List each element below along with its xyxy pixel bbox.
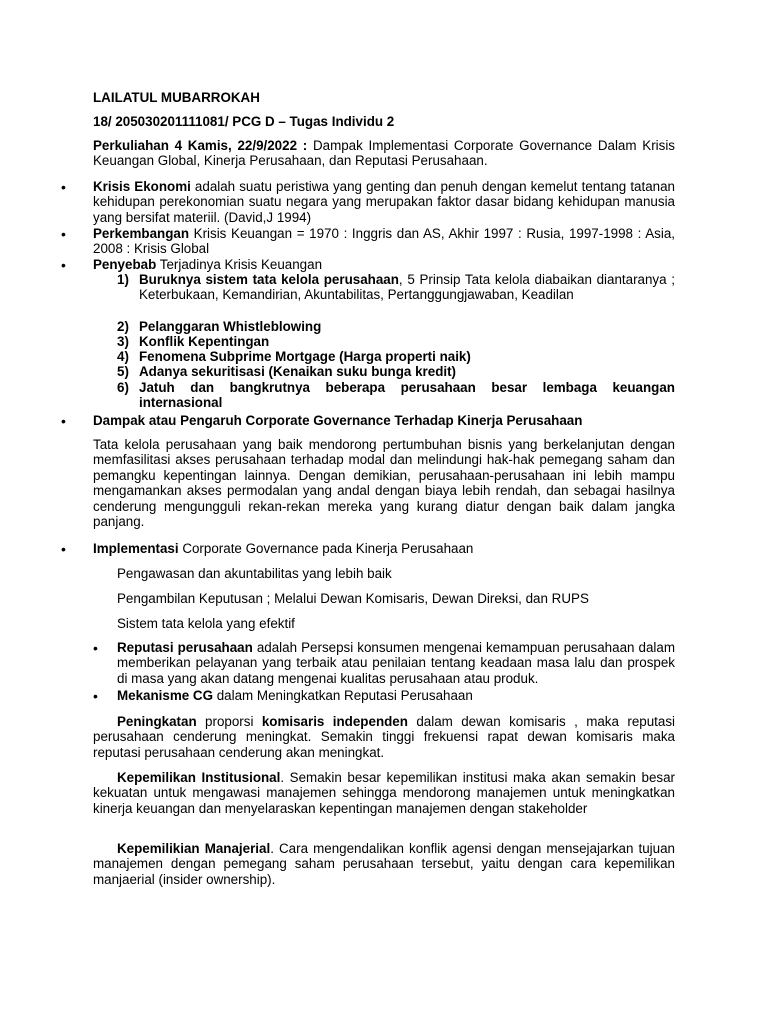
cause-item: Adanya sekuritisasi (Kenaikan suku bunga kredit) bbox=[139, 364, 457, 379]
cause-item: Buruknya sistem tata kelola perusahaan, 5 Prinsip Tata kelola diabaikan diantaranya ; Keterbukaan, Kemandirian, Akuntabilitas, Pertanggungjawaban, Keadilan bbox=[139, 272, 675, 303]
bullet: • bbox=[61, 541, 66, 557]
mekanisme-item: Mekanisme CG dalam Meningkatkan Reputasi Perusahaan bbox=[117, 688, 473, 703]
list-number: 3) bbox=[117, 334, 129, 349]
implementasi-line: Pengambilan Keputusan ; Melalui Dewan Komisaris, Dewan Direksi, dan RUPS bbox=[117, 591, 589, 606]
bullet: • bbox=[93, 688, 98, 704]
list-number: 2) bbox=[117, 319, 129, 334]
mekanisme-paragraph-1: Peningkatan proporsi komisaris independen dalam dewan komisaris , maka reputasi perusahaan cenderung meningkat. Semakin tinggi frekuensi rapat dewan komisaris maka reputasi perusahaan cenderung akan meningkat. bbox=[93, 714, 676, 760]
bullet: • bbox=[93, 640, 98, 656]
bullet: • bbox=[61, 257, 66, 273]
penyebab-item: Penyebab Terjadinya Krisis Keuangan bbox=[93, 257, 323, 272]
reputasi-item: Reputasi perusahaan adalah Persepsi konsumen mengenai kemampuan perusahaan dalam memberikan pelayanan yang terbaik atau penilaian tentang keadaan masa lalu dan prospek di masa yang akan datang mengenai kualitas perusahaan atau produk. bbox=[117, 640, 675, 686]
mekanisme-paragraph-2: Kepemilikan Institusional. Semakin besar kepemilikan institusi maka akan semakin besar kekuatan untuk mengawasi manajemen sehingga mendorong manajemen untuk meningkatkan kinerja keuangan dan menyelaraskan kepentingan manajemen dengan stakeholder bbox=[93, 770, 676, 816]
cause-item: Fenomena Subprime Mortgage (Harga properti naik) bbox=[139, 349, 471, 364]
list-number: 4) bbox=[117, 349, 129, 364]
krisis-ekonomi-item: Krisis Ekonomi adalah suatu peristiwa yang genting dan penuh dengan kemelut tentang tatanan kehidupan perekonomian suatu negara yang merupakan faktor dasar bidang kehidupan manusia yang bersifat materiil. (David,J 1994) bbox=[93, 179, 675, 225]
bullet: • bbox=[61, 413, 66, 429]
mekanisme-paragraph-3: Kepemilikian Manajerial. Cara mengendalikan konflik agensi dengan mensejajarkan tujuan manajemen dengan pemegang saham perusahaan tersebut, yaitu dengan cara kepemilikan manjaerial (insider ownership). bbox=[93, 841, 675, 887]
implementasi-line: Sistem tata kelola yang efektif bbox=[117, 616, 295, 631]
implementasi-line: Pengawasan dan akuntabilitas yang lebih baik bbox=[117, 566, 392, 581]
cause-item: Pelanggaran Whistleblowing bbox=[139, 319, 322, 334]
dampak-paragraph: Tata kelola perusahaan yang baik mendorong pertumbuhan bisnis yang berkelanjutan dengan memfasilitasi akses perusahaan terhadap modal dan melindungi hak-hak pemegang saham dan pemangku kepentingan lainnya. Dengan demikian, perusahaan-perusahaan ini lebih mampu mengamankan akses permodalan yang andal dengan biaya lebih rendah, dan sebagai hasilnya cenderung mengungguli rekan-rekan mereka yang kurang diatur dengan baik dalam jangka panjang. bbox=[93, 437, 675, 530]
cause-item: Konflik Kepentingan bbox=[139, 334, 270, 349]
cause-item: Jatuh dan bangkrutnya beberapa perusahaan besar lembaga keuangan internasional bbox=[139, 380, 675, 411]
list-number: 6) bbox=[117, 380, 129, 395]
dampak-heading: Dampak atau Pengaruh Corporate Governance Terhadap Kinerja Perusahaan bbox=[93, 413, 583, 428]
lecture-heading: Perkuliahan 4 Kamis, 22/9/2022 : Dampak Implementasi Corporate Governance Dalam Krisis Keuangan Global, Kinerja Perusahaan, dan Reputasi Perusahaan. bbox=[93, 138, 675, 169]
student-id-line: 18/ 205030201111081/ PCG D – Tugas Individu 2 bbox=[93, 114, 395, 129]
list-number: 1) bbox=[117, 272, 129, 287]
list-number: 5) bbox=[117, 364, 129, 379]
bullet: • bbox=[61, 226, 66, 242]
bullet: • bbox=[61, 179, 66, 195]
implementasi-item: Implementasi Corporate Governance pada Kinerja Perusahaan bbox=[93, 541, 474, 556]
perkembangan-item: Perkembangan Krisis Keuangan = 1970 : Inggris dan AS, Akhir 1997 : Rusia, 1997-1998 : Asia, 2008 : Krisis Global bbox=[93, 226, 675, 257]
author-name: LAILATUL MUBARROKAH bbox=[93, 90, 260, 105]
